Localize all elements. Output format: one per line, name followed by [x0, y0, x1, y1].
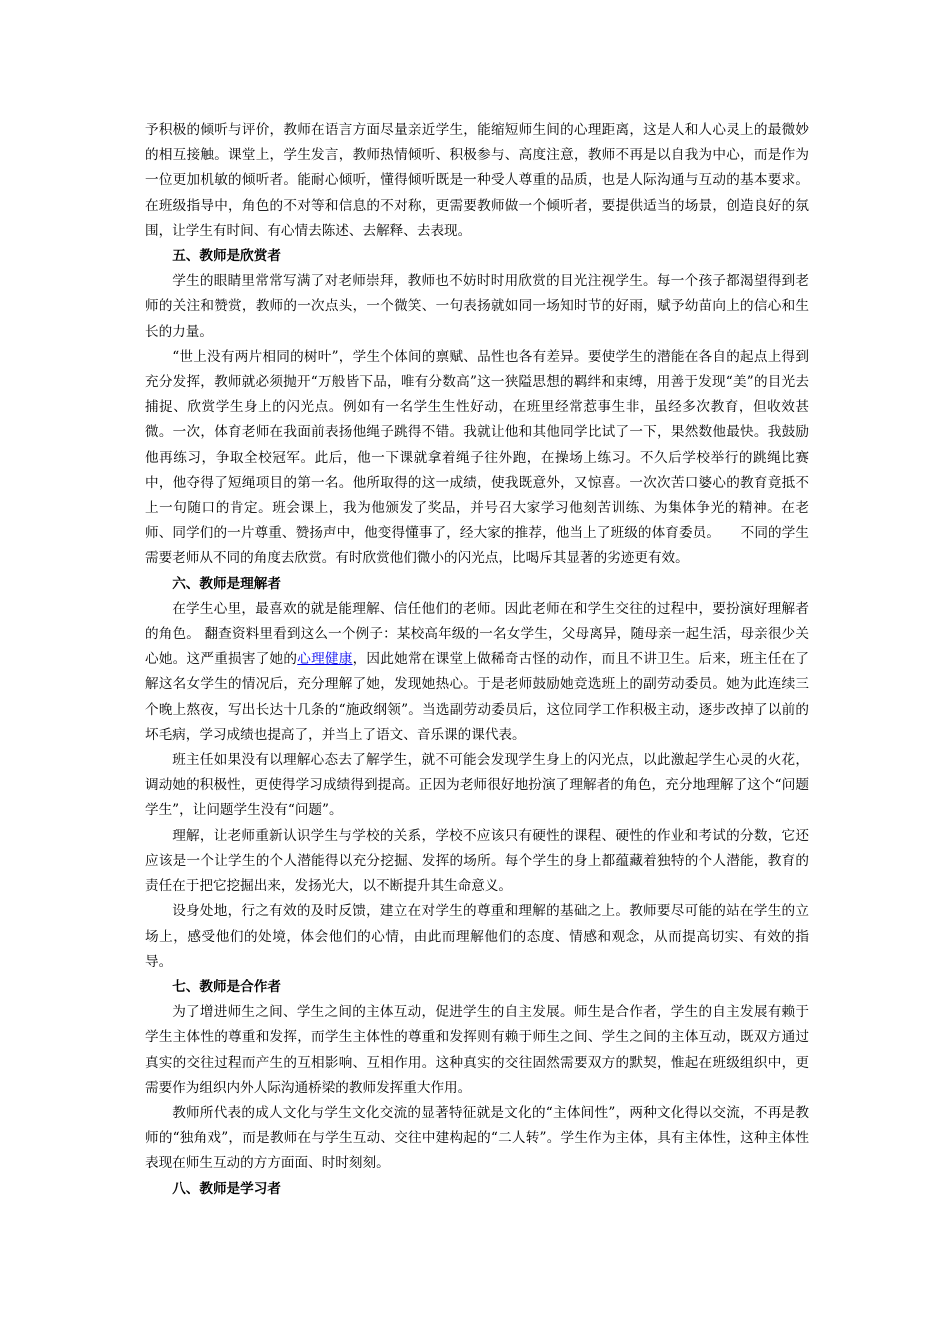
mental-health-link[interactable]: 心理健康	[297, 651, 353, 668]
section7-paragraph-2: 教师所代表的成人文化与学生文化交流的显著特征就是文化的“主体间性”，两种文化得以交流，不再是教师的“独角戏”，而是教师在与学生互动、交往中建构起的“二人转”。学生作为主体，具有主体性，这种主体性表现在师生互动的方方面面、时时刻刻。	[145, 1104, 809, 1172]
section6-paragraph-1-text-b: ，因此她常在课堂上做稀奇古怪的动作，而且不讲卫生。后来，班主任在了解这名女学生的情况后，充分理解了她，发现她热心。于是老师鼓励她竞选班上的副劳动委员。她为此连续三个晚上熬夜，写出长达十几条的“施政纲领”。当选副劳动委员后，这位同学工作积极主动，逐步改掉了以前的坏毛病，学习成绩也提高了，并当上了语文、音乐课的课代表。	[145, 651, 810, 743]
section6-paragraph-1	[145, 597, 809, 748]
section5-paragraph-1: 学生的眼睛里常常写满了对老师崇拜，教师也不妨时时用欣赏的目光注视学生。每一个孩子都渴望得到老师的关注和赞赏，教师的一次点头，一个微笑、一句表扬就如同一场知时节的好雨，赋予幼苗向上的信心和生长的力量。	[145, 273, 809, 340]
section6-paragraph-4: 设身处地，行之有效的及时反馈，建立在对学生的尊重和理解的基础之上。教师要尽可能的站在学生的立场上，感受他们的处境，体会他们的心情，由此而理解他们的态度、情感和观念，从而提高切实、有效的指导。	[145, 903, 809, 970]
section5-paragraph-2: “世上没有两片相同的树叶”，学生个体间的禀赋、品性也各有差异。要使学生的潜能在各自的起点上得到充分发挥，教师就必须抛开“万般皆下品，唯有分数高”这一狭隘思想的羁绊和束缚，用善于发现“美”的目光去捕捉、欣赏学生身上的闪光点。例如有一名学生生性好动，在班里经常惹事生非，虽经多次教育，但收效甚微。一次，体育老师在我面前表扬他绳子跳得不错。我就让他和其他同学比试了一下，果然数他最快。我鼓励他再练习，争取全校冠军。此后，他一下课就拿着绳子往外跑，在操场上练习。不久后学校举行的跳绳比赛中，他夺得了短绳项目的第一名。他所取得的这一成绩，使我既意外，又惊喜。一次次苦口婆心的教育竟抵不上一句随口的肯定。班会课上，我为他颁发了奖品，并号召大家学习他刻苦训练、为集体争光的精神。在老 师、同学们的一片尊重、赞扬声中，他变得懂事了，经大家的推荐，他当上了班级的体育委员。 不同的学生需要老师从不同的角度去欣赏。有时欣赏他们微小的闪光点，比喝斥其显著的劣迹更有效。	[145, 348, 809, 567]
document-page	[145, 118, 809, 1202]
section7-paragraph-1: 为了增进师生之间、学生之间的主体互动，促进学生的自主发展。师生是合作者，学生的自主发展有赖于学生主体性的尊重和发挥，而学生主体性的尊重和发挥则有赖于师生之间、学生之间的主体互动，既双方通过真实的交往过程而产生的互相影响、互相作用。这种真实的交往固然需要双方的默契，惟起在班级组织中，更需要作为组织内外人际沟通桥梁的教师发挥重大作用。	[145, 1004, 809, 1096]
section6-heading: 六、教师是理解者	[172, 575, 281, 592]
section7-heading: 七、教师是合作者	[172, 978, 281, 995]
section5-heading: 五、教师是欣赏者	[172, 248, 281, 265]
section6-paragraph-2: 班主任如果没有以理解心态去了解学生，就不可能会发现学生身上的闪光点，以此激起学生心灵的火花，调动她的积极性，更使得学习成绩得到提高。正因为老师很好地扮演了理解者的角色，充分地理解了这个“问题学生”，让问题学生没有“问题”。	[145, 752, 809, 819]
section6-paragraph-1-text-a: 在学生心里，最喜欢的就是能理解、信任他们的老师。因此老师在和学生交往的过程中，要扮演好理解者的角色。 翻查资料里看到这么一个例子：某校高年级的一名女学生，父母离异，随母亲一起生活，母亲很少关心她。这严重损害了她的	[145, 600, 809, 668]
section4-tail-paragraph: 予积极的倾听与评价，教师在语言方面尽量亲近学生，能缩短师生间的心理距离，这是人和人心灵上的最微妙的相互接触。课堂上，学生发言，教师热情倾听、积极参与、高度注意，教师不再是以自我为中心，而是作为一位更加机敏的倾听者。能耐心倾听，懂得倾听既是一种受人尊重的品质，也是人际沟通与互动的基本要求。在班级指导中，角色的不对等和信息的不对称，更需要教师做一个倾听者，要提供适当的场景，创造良好的氛围，让学生有时间、有心情去陈述、去解释、去表现。	[145, 122, 809, 239]
section6-paragraph-3: 理解，让老师重新认识学生与学校的关系，学校不应该只有硬性的课程、硬性的作业和考试的分数，它还应该是一个让学生的个人潜能得以充分挖掘、发挥的场所。每个学生的身上都蕴藏着独特的个人潜能，教育的责任在于把它挖掘出来，发扬光大，以不断提升其生命意义。	[145, 827, 809, 895]
section8-heading: 八、教师是学习者	[172, 1180, 281, 1197]
